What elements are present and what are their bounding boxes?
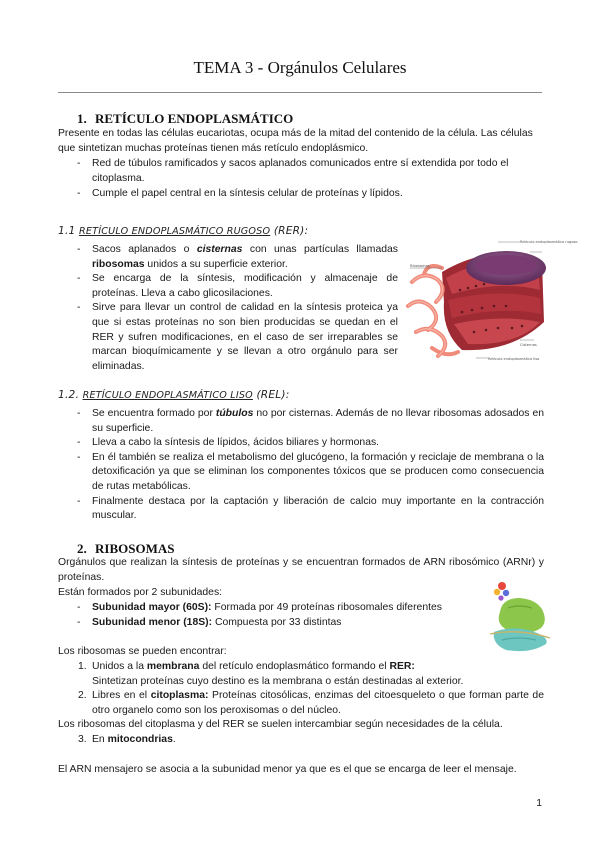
endoplasmic-reticulum-illustration [402,232,578,368]
list-item: - En él también se realiza el metabolismo del glucógeno, la formación y reciclaje de membrana o la detoxificación ya que se eliminan los componentes tóxicos que se producen como consecuencia de rutas metabólicas. [58,451,544,495]
rer-subheading [58,224,308,240]
section-2-title: RIBOSOMAS [95,541,175,556]
list-item: 2. Libres en el citoplasma: Proteínas citosólicas, enzimas del citoesqueleto o que forman parte de otro organelo como son los peroxisomas o del núcleo. [78,690,544,716]
section-1-number: 1. [77,111,87,126]
rel-bullets [58,407,544,524]
er-label-rel: Retículo endoplasmático liso [488,357,540,361]
er-label-cisternae: Cisternas [520,343,537,347]
list-item: - Lleva a cabo la síntesis de lípidos, ácidos biliares y hormonas. [58,436,544,451]
rer-bullets [58,243,398,374]
page-title: TEMA 3 - Orgánulos Celulares [193,58,407,77]
list-item: - Red de túbulos ramificados y sacos aplanados comunicados entre sí extendida por todo el citoplasma. [58,157,544,186]
section-2-number: 2. [77,541,87,556]
found-list [58,660,544,718]
rel-subheading [58,388,289,404]
title-divider [58,92,542,93]
section-1-intro: Presente en todas las células eucariotas, ocupa más de la mitad del contenido de la célula. Las células que sintetizan muchas proteínas tienen más retículo endoplásmico. [58,128,533,154]
list-item: - Cumple el papel central en la síntesis celular de proteínas y lípidos. [58,187,544,202]
rel-prefix: 1.2. [58,389,80,401]
list-item: - Se encarga de la síntesis, modificación y almacenaje de proteínas. Lleva a cabo glicosilaciones. [58,272,398,301]
er-label-ribosomes: Ribosomas [410,264,430,268]
exchange-note: Los ribosomas del citoplasma y del RER se suelen intercambiar según necesidades de la célula. [58,719,503,730]
rel-heading: RETÍCULO ENDOPLASMÁTICO LISO [82,390,253,401]
page-number: 1 [536,798,542,809]
list-item: 3. En mitocondrias. [78,734,176,745]
section-1-heading [77,111,293,127]
subunits-intro: Están formados por 2 subunidades: [58,587,223,598]
section-1-title: RETÍCULO ENDOPLASMÁTICO [95,111,294,126]
section-2-intro: Orgánulos que realizan la síntesis de proteínas y se encuentran formados de ARN ribosómico (ARNr) y proteínas. [58,557,544,583]
list-item: - Sacos aplanados o cisternas con unas partículas llamadas ribosomas unidos a su superficie exterior. [58,243,398,272]
rel-suffix: (REL): [256,389,290,401]
section-1-bullets [58,157,544,202]
found-intro: Los ribosomas se pueden encontrar: [58,646,227,657]
er-label-rer: Retículo endoplasmático rugoso [520,240,578,244]
list-item: - Subunidad menor (18S): Compuesta por 33 distintas [58,616,478,631]
rer-prefix: 1.1 [58,225,76,237]
rer-suffix: (RER): [273,225,309,237]
found-list-cont [58,733,544,748]
section-2-heading [77,541,174,557]
list-item: - Se encuentra formado por túbulos no por cisternas. Además de no llevar ribosomas adosados en su superficie. [58,407,544,436]
arn-note: El ARN mensajero se asocia a la subunidad menor ya que es el que se encarga de leer el mensaje. [58,764,517,775]
list-item: 1. Unidos a la membrana del retículo endoplasmático formando el RER: Sintetizan proteínas cuyo destino es la membrana o están destinadas al exterior. [78,661,464,687]
list-item: - Subunidad mayor (60S): Formada por 49 proteínas ribosomales diferentes [58,601,478,616]
rer-heading: RETÍCULO ENDOPLASMÁTICO RUGOSO [79,226,271,237]
list-item: - Finalmente destaca por la captación y liberación de calcio muy importante en la contracción muscular. [58,495,544,524]
subunit-list [58,601,478,630]
list-item: - Sirve para llevar un control de calidad en la síntesis proteica ya que si estas proteínas no son bien producidas se quedan en el RER y sufren modificaciones, en el caso de ser irreparables se marcan bioquímicamente y se llevan a otro orgánulo para ser eliminadas. [58,301,398,374]
